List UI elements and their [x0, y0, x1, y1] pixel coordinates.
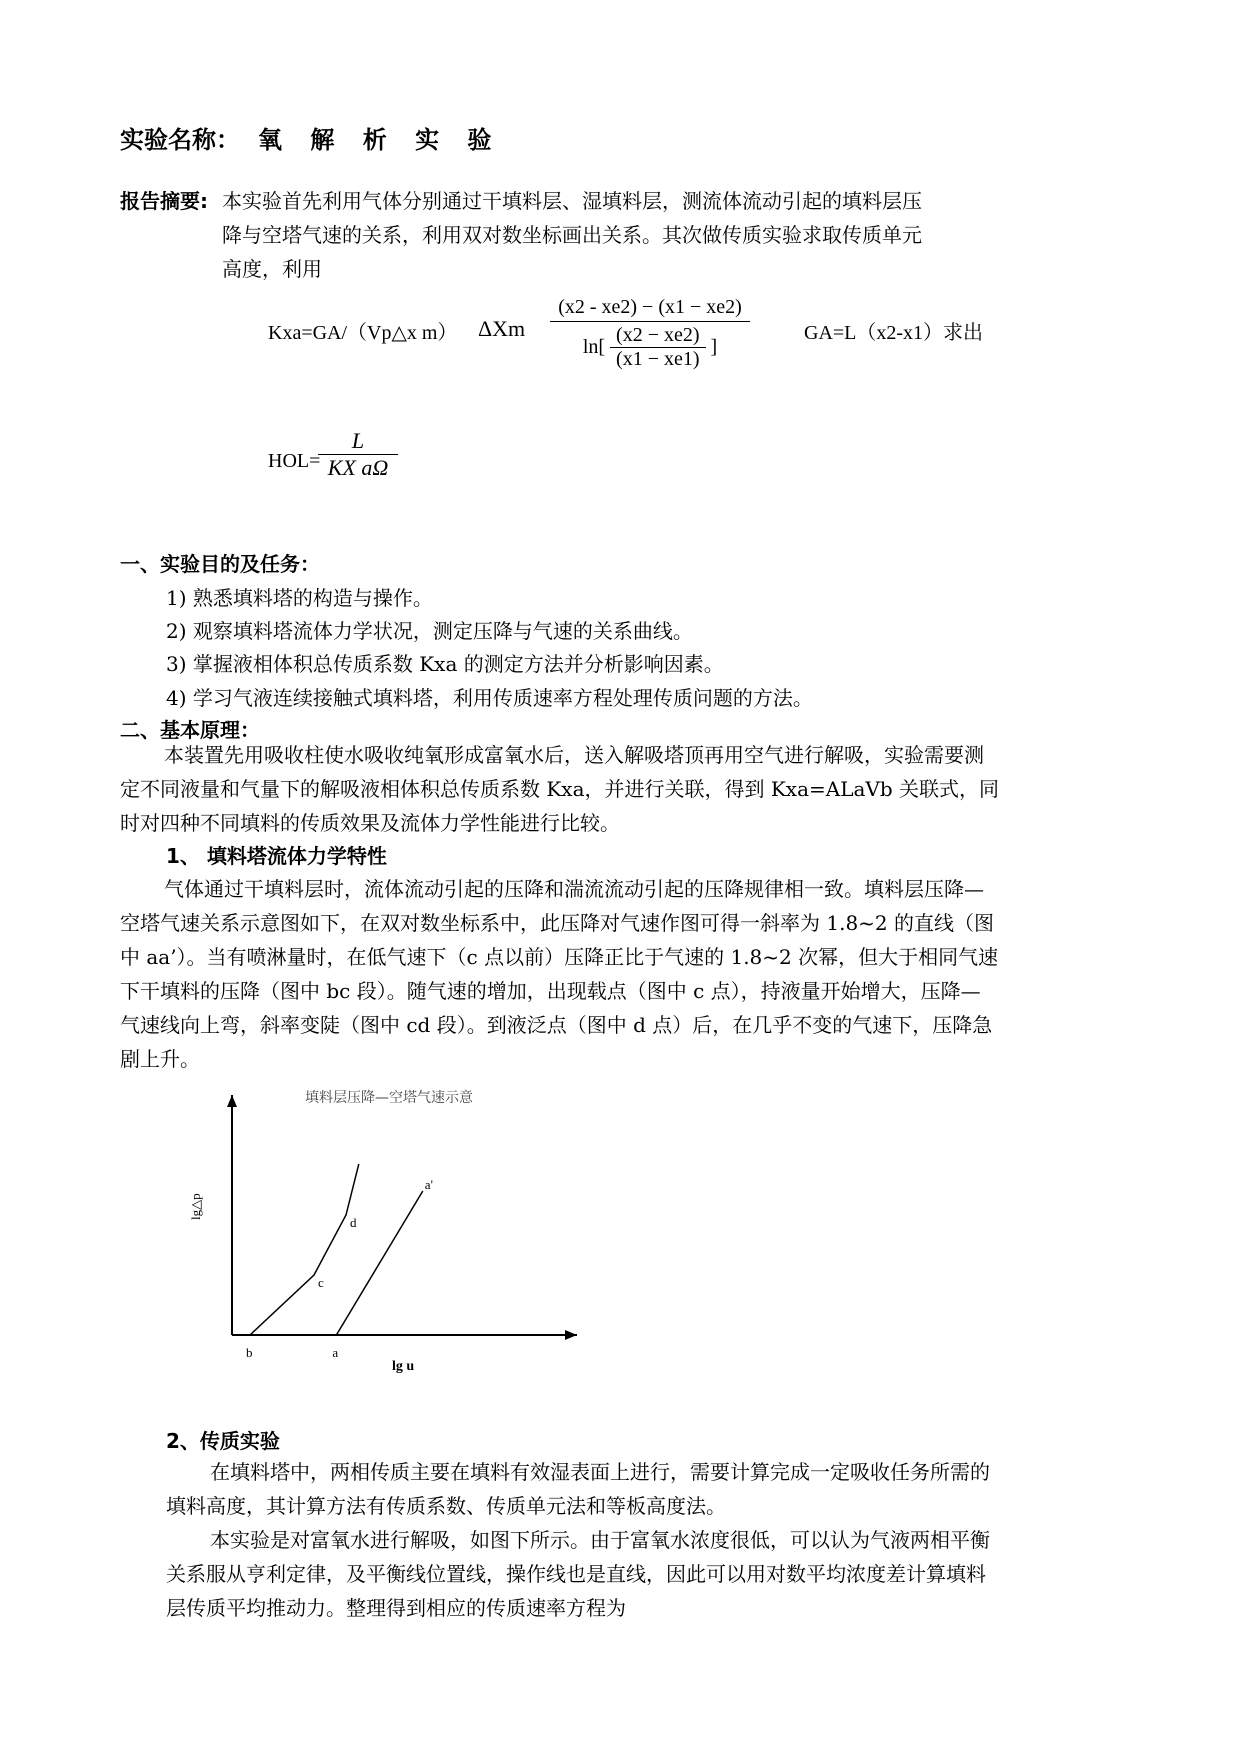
formula-delta-xm: ΔXm	[478, 316, 526, 341]
pressure-velocity-chart	[170, 1080, 610, 1380]
x-axis-arrow	[565, 1330, 577, 1340]
section-1-heading: 一、实验目的及任务：	[120, 552, 320, 576]
summary-line-1: 本实验首先利用气体分别通过干填料层、湿填料层，测流体流动引起的填料层压	[222, 189, 922, 213]
summary-text	[222, 184, 1000, 286]
series-line-0	[250, 1164, 359, 1335]
summary-line-2: 降与空塔气速的关系，利用双对数坐标画出关系。其次做传质实验求取传质单元	[222, 223, 922, 247]
formula-ln-fraction	[610, 324, 705, 371]
formula-kxa-left: Kxa=GA/（Vp△x m）	[268, 322, 458, 344]
task-item-1: 1) 熟悉填料塔的构造与操作。	[166, 586, 433, 610]
y-axis-label: lg△p	[188, 1193, 203, 1220]
formula-xm-denominator	[550, 324, 750, 371]
principle-paragraph-3: 在填料塔中，两相传质主要在填料有效湿表面上进行，需要计算完成一定吸收任务所需的填料高度，其计算方法有传质系数、传质单元法和等板高度法。	[166, 1460, 990, 1518]
formula-hol	[268, 428, 568, 500]
summary-line-3: 高度，利用	[222, 257, 322, 281]
report-summary	[120, 184, 1000, 286]
principle-paragraph-1: 本装置先用吸收柱使水吸收纯氧形成富氧水后，送入解吸塔顶再用空气进行解吸，实验需要测定不同液量和气量下的解吸液相体积总传质系数 Kxa，并进行关联，得到 Kxa=ALaVb 关联式，同时对四种不同填料的传质效果及流体力学性能进行比较。	[120, 743, 1000, 835]
point-label-d: d	[350, 1215, 357, 1230]
section-2-heading: 二、基本原理：	[120, 718, 260, 742]
y-axis-arrow	[227, 1095, 237, 1107]
x-axis-label: lg u	[392, 1359, 415, 1374]
formula-ln-close: ]	[710, 336, 718, 358]
point-label-a: a	[332, 1345, 339, 1360]
formula-xm-numerator: (x2 - xe2) − (x1 − xe2)	[550, 296, 750, 322]
formula-hol-left: HOL=	[268, 450, 321, 472]
point-label-b: b	[246, 1345, 253, 1360]
subheading-mass-transfer: 2、传质实验	[166, 1429, 280, 1453]
formula-ga: GA=L（x2-x1）求出	[804, 322, 984, 344]
formula-ln-num: (x2 − xe2)	[610, 324, 705, 348]
title-label: 实验名称：	[120, 126, 240, 154]
formula-ln-den: (x1 − xe1)	[616, 348, 700, 370]
summary-label: 报告摘要:	[120, 189, 208, 213]
series-line-1	[336, 1191, 422, 1335]
subheading-hydrodynamics: 1、 填料塔流体力学特性	[166, 844, 387, 868]
chart-svg	[170, 1080, 610, 1380]
task-item-2: 2) 观察填料塔流体力学状况，测定压降与气速的关系曲线。	[166, 619, 693, 643]
formula-xm-fraction	[550, 296, 750, 371]
formula-hol-fraction	[318, 428, 398, 481]
experiment-name: 氧 解 析 实 验	[258, 126, 502, 154]
formula-ln: ln[	[582, 336, 606, 358]
page-title	[120, 120, 501, 155]
formula-hol-num: L	[318, 428, 398, 455]
formula-kxa	[268, 296, 1008, 406]
chart-title: 填料层压降—空塔气速示意	[305, 1090, 473, 1106]
formula-hol-den: KX aΩ	[327, 455, 389, 480]
principle-paragraph-4: 本实验是对富氧水进行解吸，如图下所示。由于富氧水浓度很低，可以认为气液两相平衡关系服从亨利定律，及平衡线位置线，操作线也是直线，因此可以用对数平均浓度差计算填料层传质平均推动力。整理得到相应的传质速率方程为	[166, 1528, 990, 1620]
principle-paragraph-2: 气体通过干填料层时，流体流动引起的压降和湍流流动引起的压降规律相一致。填料层压降—空塔气速关系示意图如下，在双对数坐标系中，此压降对气速作图可得一斜率为 1.8~2 的直线（图中 aa’）。当有喷淋量时，在低气速下（c 点以前）压降正比于气速的 1.8~2 次幂，但大于相同气速下干填料的压降（图中 bc 段）。随气速的增加，出现载点（图中 c 点），持液量开始增大，压降—气速线向上弯，斜率变陡（图中 cd 段）。到液泛点（图中 d 点）后，在几乎不变的气速下，压降急剧上升。	[120, 877, 999, 1071]
point-label-c: c	[318, 1275, 324, 1290]
task-item-3: 3) 掌握液相体积总传质系数 Kxa 的测定方法并分析影响因素。	[166, 652, 724, 676]
point-label-aprime: a'	[424, 1177, 433, 1192]
task-item-4: 4) 学习气液连续接触式填料塔，利用传质速率方程处理传质问题的方法。	[166, 686, 813, 710]
